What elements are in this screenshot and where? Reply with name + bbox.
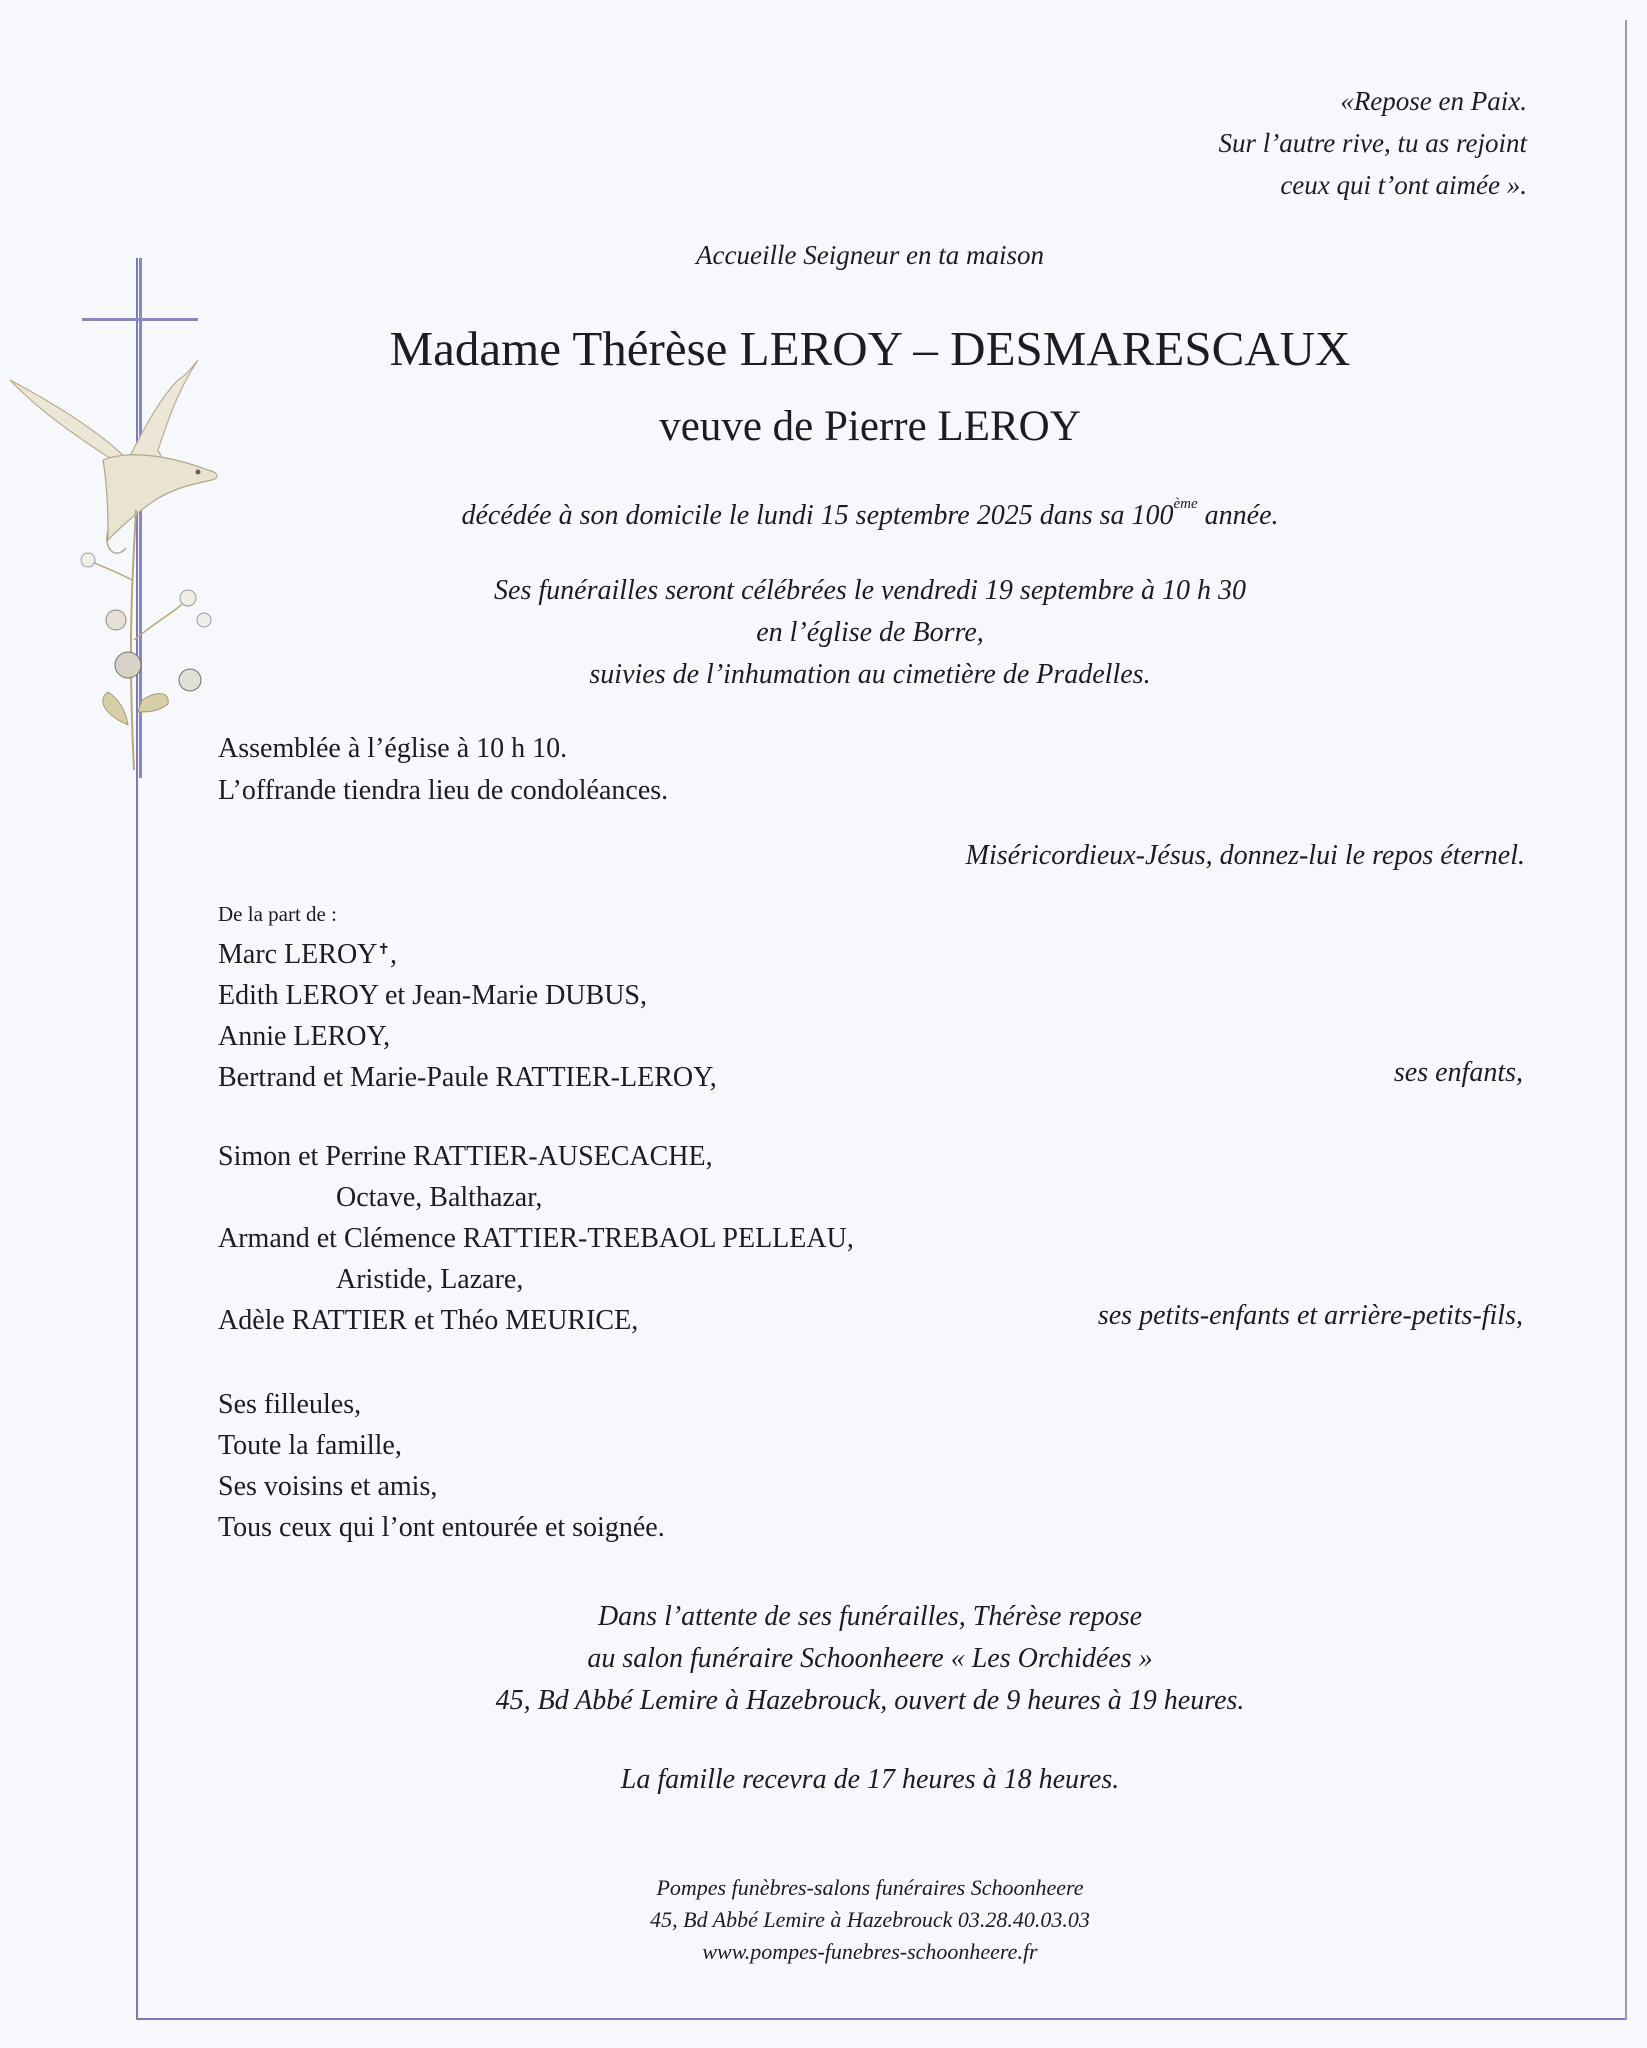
funeral-home-name: Pompes funèbres-salons funéraires Schoonheere [656, 1875, 1084, 1900]
list-item: Adèle RATTIER et Théo MEURICE, [218, 1305, 639, 1336]
list-item: Tous ceux qui l’ont entourée et soignée. [218, 1512, 665, 1543]
list-item: Marc LEROY✝, [218, 939, 397, 970]
viewing-line: 45, Bd Abbé Lemire à Hazebrouck, ouvert de 9 heures à 19 heures. [495, 1685, 1245, 1716]
deceased-cross-icon: ✝ [377, 942, 390, 958]
epigraph-line: Sur l’autre rive, tu as rejoint [1218, 128, 1527, 158]
prayer: Miséricordieux-Jésus, donnez-lui le repos éternel. [965, 840, 1525, 871]
epigraph-line: ceux qui t’ont aimée ». [1280, 170, 1527, 200]
reception-info: La famille recevra de 17 heures à 18 heures. [620, 1764, 1120, 1795]
grandchildren-relation: ses petits-enfants et arrière-petits-fils, [1097, 1300, 1523, 1331]
dove-flower-illustration [8, 320, 268, 780]
children-relation: ses enfants, [1393, 1057, 1523, 1088]
viewing-line: Dans l’attente de ses funérailles, Thérèse repose [597, 1601, 1143, 1632]
list-item: Ses filleules, [218, 1389, 362, 1420]
list-item: Bertrand et Marie-Paule RATTIER-LEROY, [218, 1062, 717, 1093]
funeral-line: en l’église de Borre, [756, 617, 984, 648]
list-item: Aristide, Lazare, [336, 1264, 524, 1295]
frame-bottom-border [136, 2018, 1626, 2020]
grandchildren-list [218, 1136, 854, 1341]
funeral-details [0, 570, 1647, 696]
epigraph-line: «Repose en Paix. [1340, 86, 1527, 116]
children-list [218, 934, 717, 1098]
viewing-info [0, 1596, 1647, 1722]
deceased-name: Madame Thérèse LEROY – DESMARESCAUX [389, 321, 1351, 376]
from-label: De la part de : [218, 902, 337, 926]
funeral-home-website: www.pompes-funebres-schoonheere.fr [702, 1939, 1038, 1964]
list-item: Octave, Balthazar, [336, 1182, 543, 1213]
list-item: Simon et Perrine RATTIER-AUSECACHE, [218, 1141, 713, 1172]
funeral-line: Ses funérailles seront célébrées le vendredi 19 septembre à 10 h 30 [494, 575, 1246, 606]
list-item: Toute la famille, [218, 1430, 402, 1461]
funeral-home-footer [0, 1872, 1647, 1968]
widow-subtitle: veuve de Pierre LEROY [659, 403, 1081, 450]
death-notice [0, 496, 1647, 532]
assembly-line: Assemblée à l’église à 10 h 10. [218, 733, 568, 764]
others-list [218, 1384, 665, 1548]
invocation: Accueille Seigneur en ta maison [696, 240, 1044, 270]
assembly-info [218, 728, 668, 812]
death-superscript: ème [1173, 496, 1198, 512]
list-item: Armand et Clémence RATTIER-TREBAOL PELLEAU, [218, 1223, 854, 1254]
list-item: Edith LEROY et Jean-Marie DUBUS, [218, 980, 647, 1011]
viewing-line: au salon funéraire Schoonheere « Les Orchidées » [587, 1643, 1153, 1674]
epigraph [1219, 80, 1527, 206]
death-text-end: année. [1197, 500, 1279, 531]
death-text: décédée à son domicile le lundi 15 septembre 2025 dans sa 100 [461, 500, 1174, 531]
list-item: Annie LEROY, [218, 1021, 391, 1052]
list-item: Ses voisins et amis, [218, 1471, 438, 1502]
funeral-home-address: 45, Bd Abbé Lemire à Hazebrouck 03.28.40.03.03 [650, 1907, 1090, 1932]
funeral-line: suivies de l’inhumation au cimetière de Pradelles. [589, 659, 1151, 690]
assembly-line: L’offrande tiendra lieu de condoléances. [218, 775, 669, 806]
